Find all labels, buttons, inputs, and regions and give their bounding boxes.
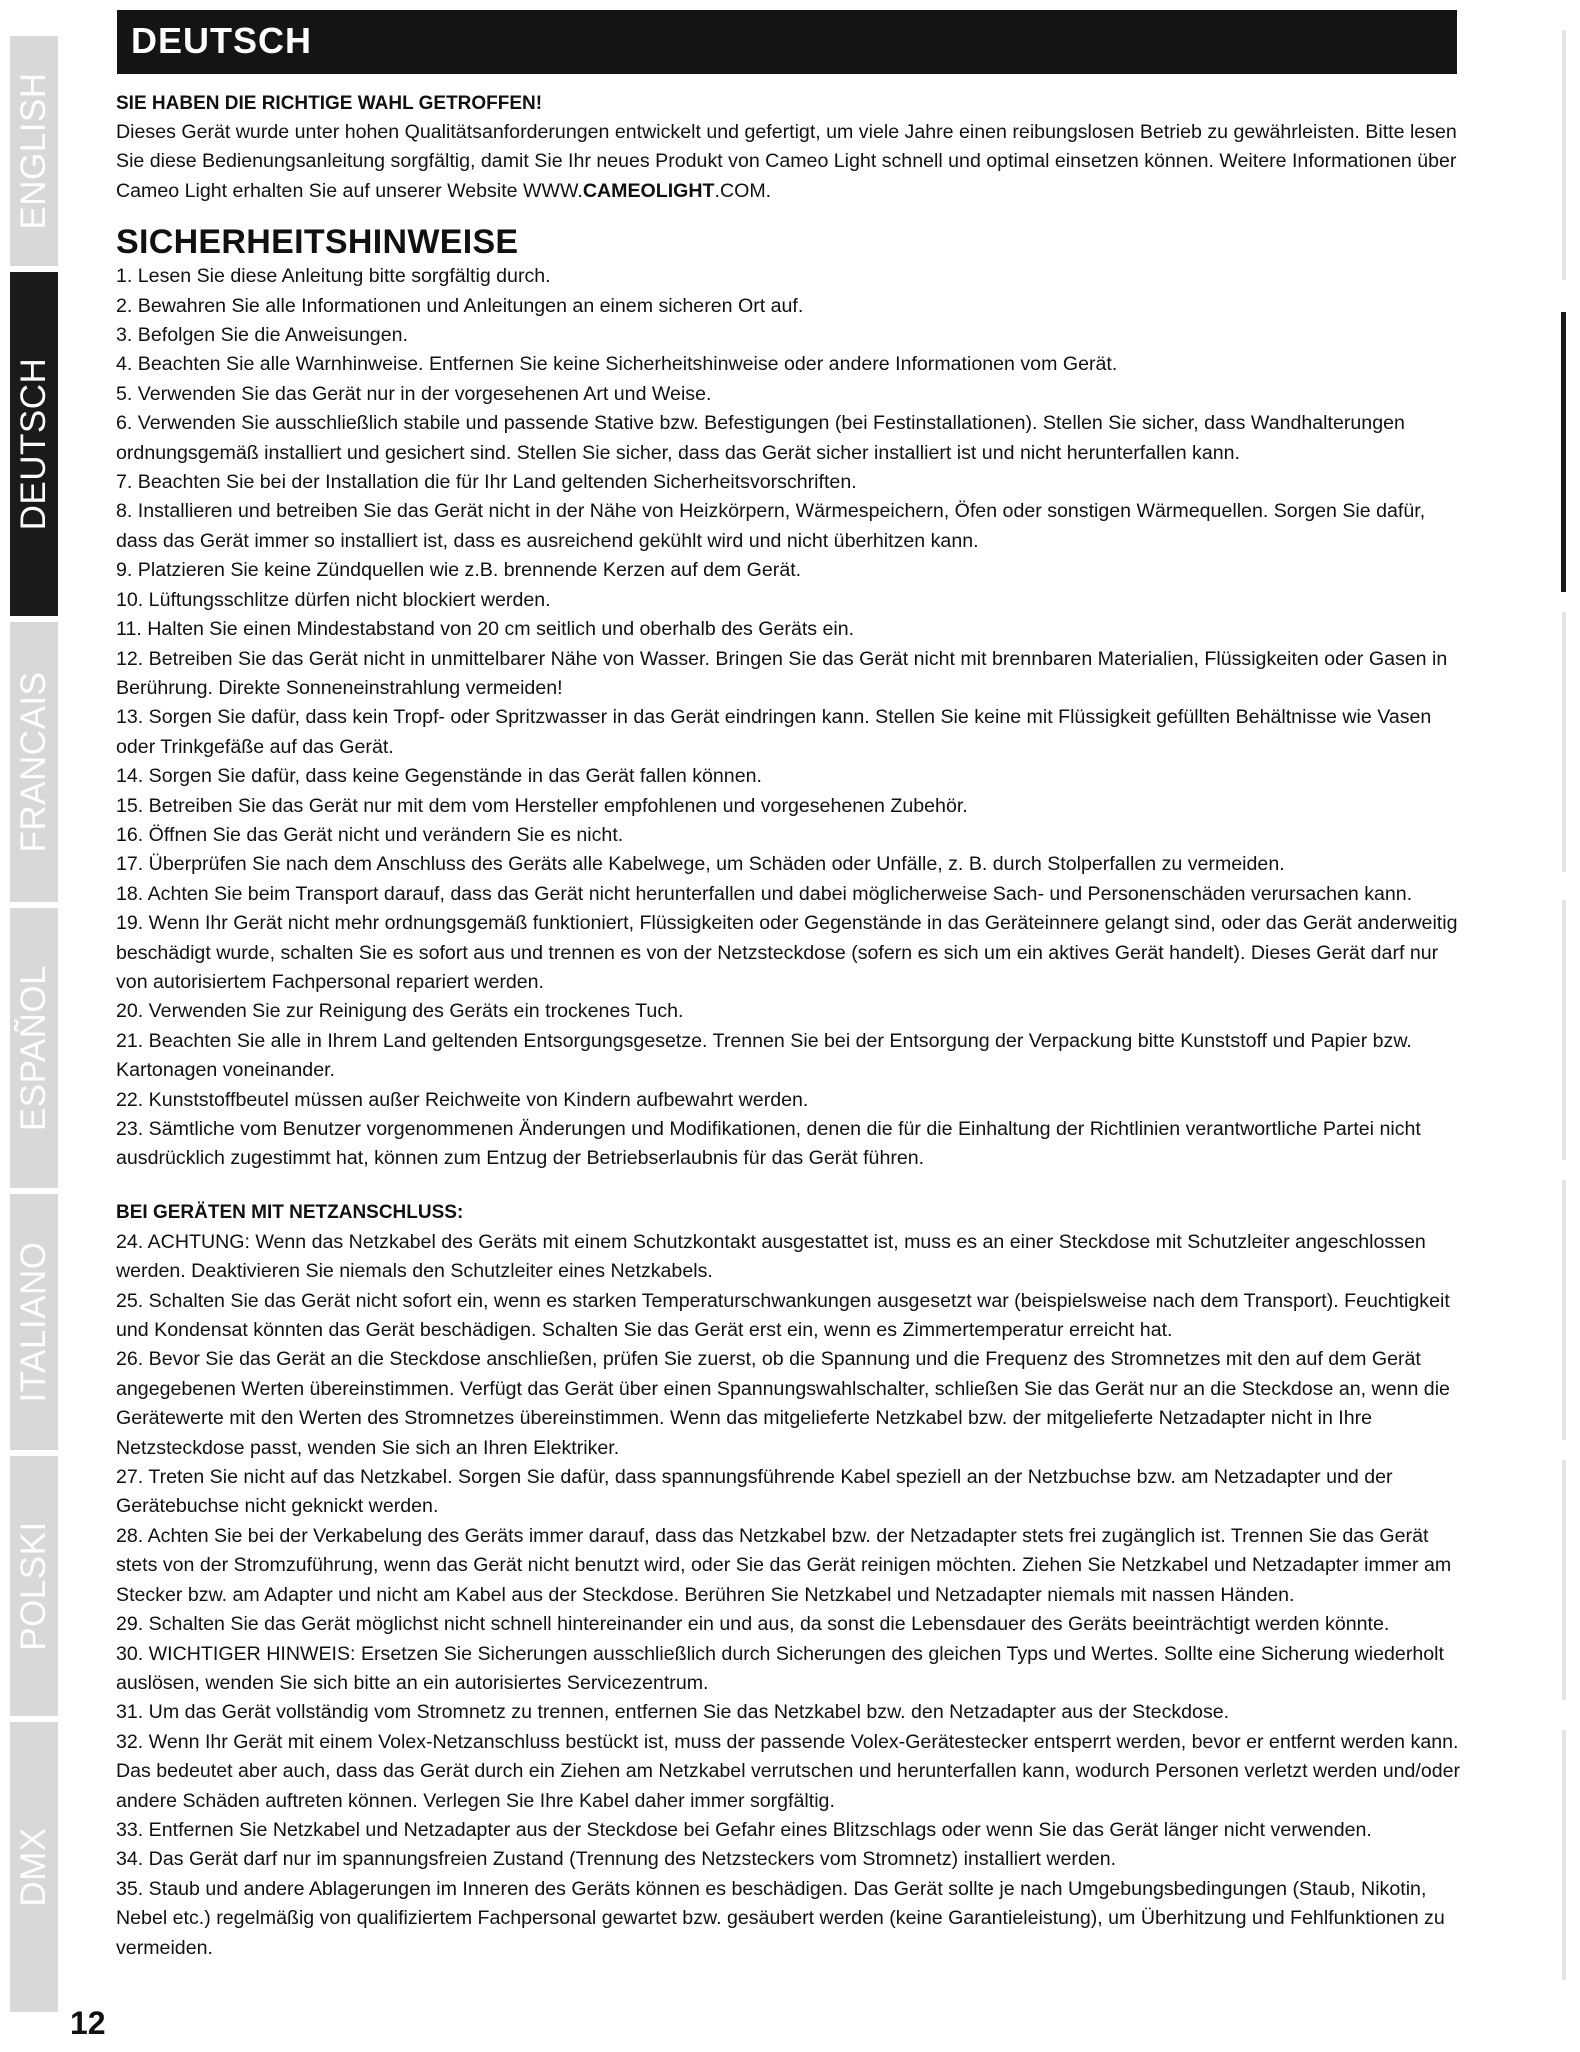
list-item: 23. Sämtliche vom Benutzer vorgenommenen Änderungen und Modifikationen, denen die für die Einhaltung der Richtlinien verantwortliche Partei nicht ausdrücklich zugestimmt hat, können zum Entzug der Betriebserlaubnis für das Gerät führen. <box>116 1118 1421 1170</box>
tab-francais-label: FRANCAIS <box>14 671 53 853</box>
list-item: 25. Schalten Sie das Gerät nicht sofort ein, wenn es starken Temperaturschwankungen ausgesetzt war (beispielsweise nach dem Transport). Feuchtigkeit und Kondensat könnten das Gerät beschädigen. Schalten Sie das Gerät erst ein, wenn es Zimmertemperatur erreicht hat. <box>116 1289 1450 1342</box>
intro-text: Dieses Gerät wurde unter hohen Qualitätsanforderungen entwickelt und gefertigt, um viele Jahre einen reibungslosen Betrieb zu gewährleisten. Bitte lesen Sie diese Bedienungsanleitung sorgfältig, damit Sie Ihr neues Produkt von Cameo Light schnell und optimal einsetzen können. Weitere Informationen über Cameo Light erhalten Sie auf unserer Website WWW. <box>116 121 1457 202</box>
right-margin-mark <box>1562 30 1566 280</box>
tab-italiano[interactable] <box>10 1194 58 1450</box>
list-item: 22. Kunststoffbeutel müssen außer Reichweite von Kindern aufbewahrt werden. <box>116 1088 809 1111</box>
tab-polski-label: POLSKI <box>14 1521 53 1651</box>
list-item: 33. Entfernen Sie Netzkabel und Netzadapter aus der Steckdose bei Gefahr eines Blitzschlags oder wenn Sie das Gerät länger nicht verwenden. <box>116 1818 1372 1841</box>
list-item: 12. Betreiben Sie das Gerät nicht in unmittelbarer Nähe von Wasser. Bringen Sie das Gerät nicht mit brennbaren Materialien, Flüssigkeiten oder Gasen in Berührung. Direkte Sonneneinstrahlung vermeiden! <box>116 647 1448 699</box>
tab-francais[interactable] <box>10 622 58 902</box>
list-item: 7. Beachten Sie bei der Installation die für Ihr Land geltenden Sicherheitsvorschriften. <box>116 471 857 494</box>
right-margin-mark <box>1562 1460 1566 1700</box>
tab-dmx-label: DMX <box>14 1827 53 1907</box>
tab-polski[interactable] <box>10 1456 58 1716</box>
safety-heading: SICHERHEITSHINWEISE <box>116 223 519 262</box>
list-item: 15. Betreiben Sie das Gerät nur mit dem vom Hersteller empfohlenen und vorgesehenen Zubehör. <box>116 794 968 817</box>
safety-list <box>116 262 1461 1174</box>
intro-heading: SIE HABEN DIE RICHTIGE WAHL GETROFFEN! <box>116 93 543 114</box>
list-item: 29. Schalten Sie das Gerät möglichst nicht schnell hintereinander ein und aus, da sonst die Lebensdauer des Geräts beeinträchtigt werden könnte. <box>116 1613 1390 1636</box>
tab-espanol[interactable] <box>10 908 58 1188</box>
list-item: 4. Beachten Sie alle Warnhinweise. Entfernen Sie keine Sicherheitshinweise oder andere Informationen vom Gerät. <box>116 353 1118 376</box>
list-item: 17. Überprüfen Sie nach dem Anschluss des Geräts alle Kabelwege, um Schäden oder Unfälle, z. B. durch Stolperfallen zu vermeiden. <box>116 853 1285 876</box>
document-body <box>116 90 1461 1963</box>
list-item: 32. Wenn Ihr Gerät mit einem Volex-Netzanschluss bestückt ist, muss der passende Volex-Gerätestecker entsperrt werden, bevor er entfernt werden kann. Das bedeutet aber auch, dass das Gerät durch ein Ziehen am Netzkabel verrutschen und herunterfallen kann, wodurch Personen verletzt werden und/oder andere Schäden auftreten können. Verlegen Sie Ihre Kabel daher immer sorgfältig. <box>116 1730 1461 1812</box>
page-number: 12 <box>70 2005 106 2041</box>
tab-italiano-label: ITALIANO <box>14 1241 53 1403</box>
list-item: 6. Verwenden Sie ausschließlich stabile und passende Stative bzw. Befestigungen (bei Festinstallationen). Stellen Sie sicher, dass Wandhalterungen ordnungsgemäß installiert und gesichert sind. Stellen Sie sicher, dass das Gerät sicher installiert ist und nicht herunterfallen kann. <box>116 412 1405 464</box>
list-item: 34. Das Gerät darf nur im spannungsfreien Zustand (Trennung des Netzsteckers vom Stromnetz) installiert werden. <box>116 1848 1117 1871</box>
tab-english-label: ENGLISH <box>14 72 53 230</box>
section-header-bar <box>117 10 1457 74</box>
tab-dmx[interactable] <box>10 1722 58 2012</box>
list-item: 9. Platzieren Sie keine Zündquellen wie z.B. brennende Kerzen auf dem Gerät. <box>116 559 802 582</box>
intro-text-end: .COM. <box>714 179 772 202</box>
right-margin-mark <box>1562 900 1566 1160</box>
list-item: 30. WICHTIGER HINWEIS: Ersetzen Sie Sicherungen ausschließlich durch Sicherungen des gleichen Typs und Wertes. Sollte eine Sicherung wiederholt auslösen, wenden Sie sich bitte an ein autorisiertes Servicezentrum. <box>116 1642 1444 1694</box>
tab-deutsch-label: DEUTSCH <box>14 357 53 531</box>
list-item: 8. Installieren und betreiben Sie das Gerät nicht in der Nähe von Heizkörpern, Wärmespeichern, Öfen oder sonstigen Wärmequellen. Sorgen Sie dafür, dass das Gerät immer so installiert ist, dass es ausreichend gekühlt wird und nicht überhitzen kann. <box>116 500 1426 552</box>
list-item: 18. Achten Sie beim Transport darauf, dass das Gerät nicht herunterfallen und dabei möglicherweise Sach- und Personenschäden verursachen kann. <box>116 882 1413 905</box>
list-item: 21. Beachten Sie alle in Ihrem Land geltenden Entsorgungsgesetze. Trennen Sie bei der Entsorgung der Verpackung bitte Kunststoff und Papier bzw. Kartonagen voneinander. <box>116 1029 1412 1082</box>
tab-deutsch[interactable] <box>10 272 58 616</box>
tab-espanol-label: ESPAÑOL <box>14 964 53 1132</box>
right-margin-mark <box>1562 1730 1566 1980</box>
section-title: DEUTSCH <box>131 20 313 61</box>
list-item: 35. Staub und andere Ablagerungen im Inneren des Geräts können es beschädigen. Das Gerät sollte je nach Umgebungsbedingungen (Staub, Nikotin, Nebel etc.) regelmäßig von qualifiziertem Fachpersonal gewartet bzw. gesäubert werden (keine Garantieleistung), um Überhitzung und Fehlfunktionen zu vermeiden. <box>116 1877 1445 1959</box>
list-item: 10. Lüftungsschlitze dürfen nicht blockiert werden. <box>116 588 551 611</box>
list-item: 16. Öffnen Sie das Gerät nicht und verändern Sie es nicht. <box>116 823 624 846</box>
mains-heading: BEI GERÄTEN MIT NETZANSCHLUSS: <box>116 1201 464 1223</box>
list-item: 2. Bewahren Sie alle Informationen und Anleitungen an einem sicheren Ort auf. <box>116 294 804 317</box>
right-margin-mark <box>1562 1180 1566 1440</box>
list-item: 31. Um das Gerät vollständig vom Stromnetz zu trennen, entfernen Sie das Netzkabel bzw. den Netzadapter aus der Steckdose. <box>116 1701 1230 1724</box>
list-item: 5. Verwenden Sie das Gerät nur in der vorgesehenen Art und Weise. <box>116 382 712 405</box>
list-item: 26. Bevor Sie das Gerät an die Steckdose anschließen, prüfen Sie zuerst, ob die Spannung und die Frequenz des Stromnetzes mit den auf dem Gerät angegebenen Werten übereinstimmen. Verfügt das Gerät über einen Spannungswahlschalter, schließen Sie das Gerät nur an die Steckdose an, wenn die Gerätewerte mit den Werten des Stromnetzes übereinstimmen. Wenn das mitgelieferte Netzkabel bzw. der mitgelieferte Netzadapter nicht in Ihre Netzsteckdose passt, wenden Sie sich an Ihren Elektriker. <box>116 1348 1450 1459</box>
list-item: 19. Wenn Ihr Gerät nicht mehr ordnungsgemäß funktioniert, Flüssigkeiten oder Gegenstände in das Geräteinnere gelangt sind, oder das Gerät anderweitig beschädigt wurde, schalten Sie es sofort aus und trennen es von der Netzsteckdose (sofern es sich um ein aktives Gerät handelt). Dieses Gerät darf nur von autorisiertem Fachpersonal repariert werden. <box>116 912 1458 993</box>
list-item: 27. Treten Sie nicht auf das Netzkabel. Sorgen Sie dafür, dass spannungsführende Kabel speziell an der Netzbuchse bzw. am Netzadapter und der Gerätebuchse nicht geknickt werden. <box>116 1466 1393 1518</box>
right-margin-mark <box>1562 612 1566 872</box>
list-item: 20. Verwenden Sie zur Reinigung des Geräts ein trockenes Tuch. <box>116 1000 684 1023</box>
right-margin-mark-active <box>1561 312 1566 592</box>
list-item: 28. Achten Sie bei der Verkabelung des Geräts immer darauf, dass das Netzkabel bzw. der Netzadapter stets frei zugänglich ist. Trennen Sie das Gerät stets von der Stromzuführung, wenn das Gerät nicht benutzt wird, oder Sie das Gerät reinigen möchten. Ziehen Sie Netzkabel und Netzadapter immer am Stecker bzw. am Adapter und nicht am Kabel aus der Steckdose. Berühren Sie Netzkabel und Netzadapter niemals mit nassen Händen. <box>116 1524 1452 1606</box>
list-item: 3. Befolgen Sie die Anweisungen. <box>116 324 408 347</box>
intro-paragraph <box>116 118 1461 206</box>
mains-list <box>116 1228 1461 1963</box>
tab-english[interactable] <box>10 36 58 266</box>
list-item: 1. Lesen Sie diese Anleitung bitte sorgfältig durch. <box>116 265 551 288</box>
list-item: 24. ACHTUNG: Wenn das Netzkabel des Geräts mit einem Schutzkontakt ausgestattet ist, muss es an einer Steckdose mit Schutzleiter angeschlossen werden. Deaktivieren Sie niemals den Schutzleiter eines Netzkabels. <box>116 1230 1426 1283</box>
brand-name: CAMEOLIGHT <box>582 179 715 202</box>
list-item: 13. Sorgen Sie dafür, dass kein Tropf- oder Spritzwasser in das Gerät eindringen kann. Stellen Sie keine mit Flüssigkeit gefüllten Behältnisse wie Vasen oder Trinkgefäße auf das Gerät. <box>116 706 1432 758</box>
list-item: 11. Halten Sie einen Mindestabstand von 20 cm seitlich und oberhalb des Geräts ein. <box>116 618 855 641</box>
list-item: 14. Sorgen Sie dafür, dass keine Gegenstände in das Gerät fallen können. <box>116 765 762 788</box>
